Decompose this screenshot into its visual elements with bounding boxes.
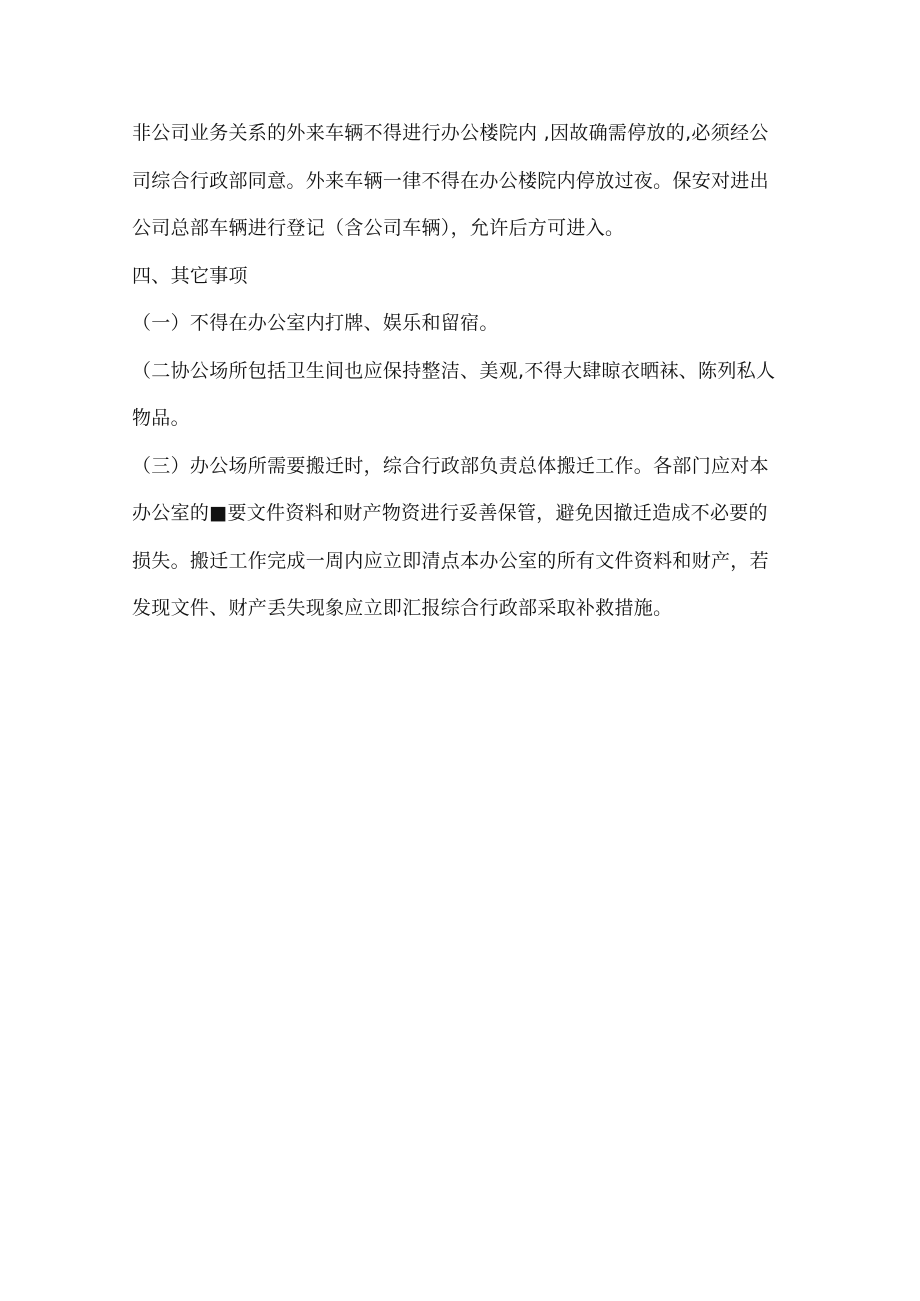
text-line: 公司总部车辆进行登记（含公司车辆），允许后方可进入。 — [132, 217, 625, 239]
text-line: 非公司业务关系的外来车辆不得进行办公楼院内 ,因故确需停放的,必须经公 — [132, 122, 769, 144]
text-line: 办公室的■要文件资料和财产物资进行妥善保管，避免因撤迁造成不必要的 — [132, 502, 768, 524]
section-heading-other-matters — [132, 253, 796, 301]
text-line: 发现文件、财产丢失现象应立即汇报综合行政部采取补救措施。 — [132, 597, 673, 619]
paragraph-item-3 — [132, 443, 796, 633]
text-line: （二协公场所包括卫生间也应保持整洁、美观,不得大肆晾衣晒袜、陈列私人 — [132, 359, 776, 382]
text-line: 物品。 — [132, 407, 190, 429]
document-body — [132, 110, 796, 633]
paragraph-item-1 — [132, 300, 796, 348]
text-line: 四、其它事项 — [132, 264, 248, 287]
paragraph-item-2 — [132, 348, 796, 443]
text-line: （三）办公场所需要搬迁时，综合行政部负责总体搬迁工作。各部门应对本 — [132, 454, 769, 477]
text-line: 司综合行政部同意。外来车辆一律不得在办公楼院内停放过夜。保安对进出 — [132, 169, 769, 192]
paragraph-vehicle-rules — [132, 110, 796, 253]
text-line: （一）不得在办公室内打牌、娱乐和留宿。 — [132, 312, 499, 334]
text-line: 损失。搬迁工作完成一周内应立即清点本办公室的所有文件资料和财产，若 — [132, 549, 769, 572]
